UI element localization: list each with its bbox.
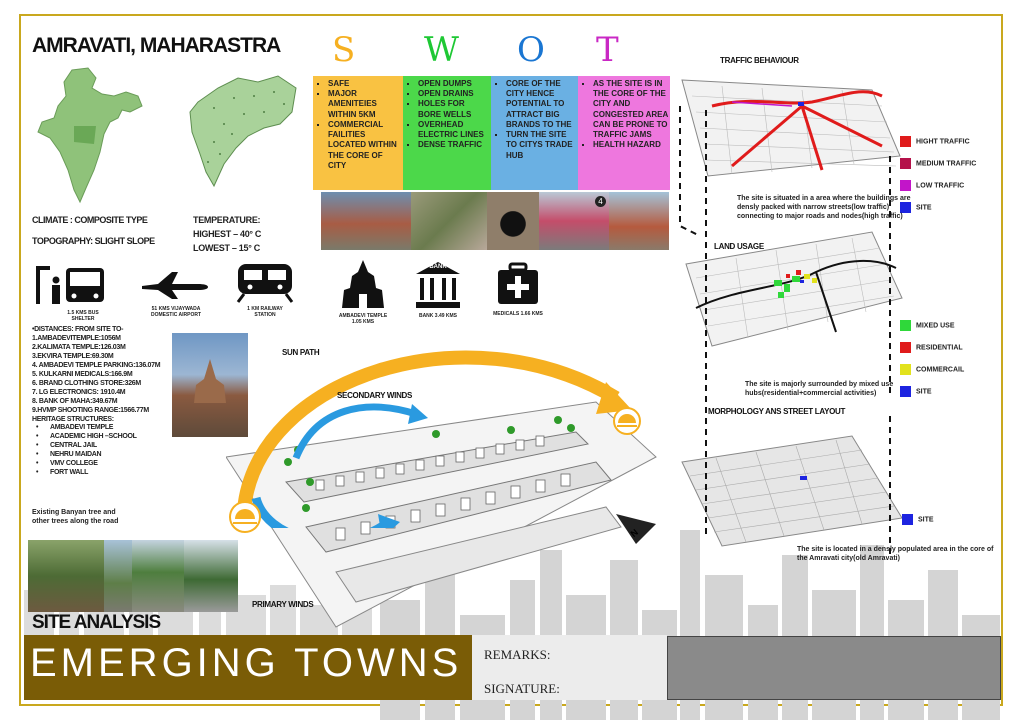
bus-shelter-icon [34, 262, 108, 306]
traffic-legend-high: HIGHT TRAFFIC [900, 136, 970, 147]
swot-threats-box [578, 76, 670, 190]
swot-letter-o: O [517, 30, 545, 70]
india-map-graphic [30, 66, 148, 206]
remarks-signature-box[interactable] [667, 636, 1001, 700]
medicals-label: MEDICALS 1.66 KMS [493, 311, 543, 317]
dashed-connector-lines [670, 96, 900, 566]
distance-item: 8. BANK OF MAHA:349.67M [32, 397, 118, 405]
morph-legend-site: SITE [902, 514, 934, 525]
heritage-item: • ACADEMIC HIGH –SCHOOL [36, 433, 137, 441]
land-usage-note: The site is majorly surrounded by mixed use hubs(residential+commercial activities) [745, 381, 894, 398]
traffic-legend-site: SITE [900, 202, 932, 213]
swot-opportunities-box [491, 76, 578, 190]
distance-item: 7. LG ELECTRONICS: 1910.4M [32, 388, 126, 396]
distances-heading: •DISTANCES: FROM SITE TO- [32, 326, 124, 333]
emerging-towns-banner: EMERGING TOWNS [24, 635, 472, 700]
land-legend-commercial: COMMERCAIL [900, 364, 964, 375]
traffic-legend-medium: MEDIUM TRAFFIC [900, 158, 976, 169]
distance-item: 4. AMBADEVI TEMPLE PARKING:136.07M [32, 361, 161, 369]
sunrise-icon [612, 406, 642, 436]
swot-letter-s: S [332, 30, 356, 70]
weakness-item: ▪ HOLES FOR BORE WELLS [418, 99, 489, 119]
banyan-tree-photo [28, 540, 104, 612]
secondary-winds-label: SECONDARY WINDS [337, 391, 413, 400]
bank-sign-text: BANK [429, 264, 447, 270]
swot-letter-w: W [424, 30, 459, 70]
road-photo [104, 540, 132, 612]
weakness-item: ▪ OVERHEAD ELECTRIC LINES [418, 120, 489, 140]
remarks-label: REMARKS: [484, 647, 551, 662]
site-analysis-title: SITE ANALYSIS [32, 612, 161, 633]
strength-item: ▪ MAJOR AMENITEIES WITHIN 5KM [328, 89, 401, 120]
climate-text: CLIMATE : COMPOSITE TYPE [32, 215, 148, 225]
trees-note: Existing Banyan tree and other trees along the road [32, 509, 119, 526]
heritage-item: • FORT WALL [36, 469, 89, 477]
land-legend-site: SITE [900, 386, 932, 397]
distance-item: 5. KULKARNI MEDICALS:166.9M [32, 370, 133, 378]
land-usage-heading: LAND USAGE [714, 242, 764, 251]
airport-label: 51 KMS VIJAYWADA DOMESTIC AIRPORT [150, 306, 202, 318]
distance-item: 6. BRAND CLOTHING STORE:326M [32, 379, 141, 387]
maharashtra-map-graphic [184, 68, 304, 198]
dump-photo [411, 192, 487, 250]
traffic-legend-low: LOW TRAFFIC [900, 180, 964, 191]
distance-item: 9.HVMP SHOOTING RANGE:1566.77M [32, 406, 149, 414]
medical-kit-icon [496, 262, 540, 306]
strength-item: ▪ SAFE [328, 79, 401, 89]
heritage-heading: HERITAGE STRUCTURES: [32, 415, 114, 423]
temperature-label: TEMPERATURE: [193, 215, 261, 225]
airplane-icon [138, 270, 210, 300]
tree-photo [132, 540, 184, 612]
heritage-item: • NEHRU MAIDAN [36, 451, 102, 459]
sun-path-label: SUN PATH [282, 348, 320, 357]
swot-strengths-box [313, 76, 403, 190]
temperature-highest: HIGHEST – 40° C [193, 229, 262, 239]
weakness-item: ▪ DENSE TRAFFIC [418, 140, 489, 150]
bus-shelter-label: 1.5 KMS BUS SHELTER [67, 310, 99, 322]
traffic-note: The site is situated in a area where the buildings are densly packed with narrow streets(low traffic) connecting to major roads and nodes(high traffic) [737, 195, 911, 221]
threat-item: ▪ AS THE SITE IS IN THE CORE OF THE CITY AND CONGESTED AREA CAN BE PRONE TO TRAFFIC JAMS [593, 79, 668, 140]
heritage-item: • AMBADEVI TEMPLE [36, 424, 114, 432]
railway-label: 1 KM RAILWAY STATION [247, 306, 283, 318]
train-icon [234, 262, 296, 304]
swot-weaknesses-box [403, 76, 491, 190]
swot-letter-t: T [596, 30, 619, 70]
strength-item: ▪ COMMERCIAL FAILITIES LOCATED WITHIN THE CORE OF CITY [328, 120, 401, 171]
building-photo [609, 192, 669, 250]
bank-label: BANK 3.49 KMS [418, 313, 458, 319]
traffic-heading: TRAFFIC BEHAVIOUR [720, 56, 799, 65]
land-legend-residential: RESIDENTIAL [900, 342, 963, 353]
remarks-area [472, 635, 667, 700]
temple-icon [338, 258, 388, 310]
distance-item: 1.AMBADEVITEMPLE:1056M [32, 334, 121, 342]
north-label: N [628, 527, 640, 539]
sunset-icon [228, 500, 262, 534]
street-photo [321, 192, 411, 250]
temple-label: AMBADEVI TEMPLE 1.05 KMS [338, 313, 388, 325]
primary-winds-label: PRIMARY WINDS [252, 600, 314, 609]
threat-item: ▪ HEALTH HAZARD [593, 140, 668, 150]
heritage-item: • VMV COLLEGE [36, 460, 98, 468]
temperature-lowest: LOWEST – 15° C [193, 243, 260, 253]
distance-item: 3.EKVIRA TEMPLE:69.30M [32, 352, 114, 360]
morphology-note: The site is located in a densly populated area in the core of the Amravati city(old Amravati) [797, 546, 994, 563]
page-title: AMRAVATI, MAHARASTRA [32, 34, 281, 57]
land-legend-mixed: MIXED USE [900, 320, 955, 331]
heritage-item: • CENTRAL JAIL [36, 442, 97, 450]
weakness-item: ▪ OPEN DUMPS [418, 79, 489, 89]
distances-list [32, 326, 160, 478]
distance-item: 2.KALIMATA TEMPLE:126.03M [32, 343, 126, 351]
topography-text: TOPOGRAPHY: SLIGHT SLOPE [32, 236, 155, 246]
traffic-photo [539, 192, 609, 250]
borewell-hole-photo [487, 192, 539, 250]
morphology-heading: MORPHOLOGY ANS STREET LAYOUT [708, 407, 846, 416]
opportunity-item: ▪ TURN THE SITE TO CITYS TRADE HUB [506, 130, 576, 161]
weakness-item: ▪ OPEN DRAINS [418, 89, 489, 99]
photo-number-badge: 4 [595, 196, 606, 207]
signature-label: SIGNATURE: [484, 681, 560, 696]
opportunity-item: ▪ CORE OF THE CITY HENCE POTENTIAL TO ATTRACT BIG BRANDS TO THE [506, 79, 576, 130]
